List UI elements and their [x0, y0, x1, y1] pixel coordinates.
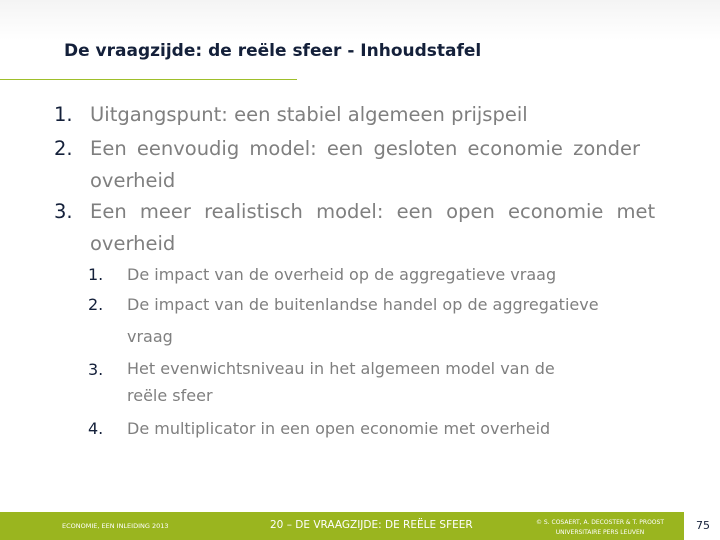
list-item-line: overheid: [90, 232, 176, 255]
sublist-item-number: 4.: [88, 419, 104, 438]
page-number: 75: [686, 512, 720, 540]
list-item-line: Uitgangspunt: een stabiel algemeen prijspeil: [90, 103, 528, 126]
list-item-line: overheid: [90, 169, 176, 192]
list-item-line-text: Een meer realistisch model: een open economie met: [90, 200, 656, 223]
sublist-item-line: De multiplicator in een open economie met overheid: [127, 419, 551, 438]
footer-course-title: ECONOMIE, EEN INLEIDING 2013: [62, 522, 169, 530]
list-item-line: [90, 133, 641, 165]
sublist-item: [88, 260, 668, 289]
footer-copyright-publisher: UNIVERSITAIRE PERS LEUVEN: [555, 529, 645, 536]
footer-copyright: [520, 518, 680, 538]
header-band: [0, 0, 720, 40]
sublist-item-number: 1.: [88, 265, 104, 284]
list-item-number: 3.: [54, 200, 73, 223]
list-item: [54, 133, 654, 197]
title-underline: [0, 79, 297, 80]
list-item: [54, 196, 654, 260]
sublist-item: [88, 414, 688, 443]
footer-chapter-title: 20 – DE VRAAGZIJDE: DE REËLE SFEER: [270, 519, 473, 531]
sublist-item-number: 3.: [88, 360, 104, 379]
list-item-line-text: Een eenvoudig model: een gesloten economie zonder: [90, 137, 641, 160]
list-item-line: [90, 196, 656, 228]
list-item: [54, 99, 654, 131]
sublist-item-line: Het evenwichtsniveau in het algemeen model van de: [127, 359, 555, 378]
sublist-item: [88, 355, 668, 411]
list-item-number: 2.: [54, 137, 73, 160]
sublist-item-line: reële sfeer: [127, 386, 213, 405]
footer-copyright-authors: © S. COSAERT, A. DECOSTER & T. PROOST: [535, 519, 664, 526]
sublist-item-line: De impact van de overheid op de aggregatieve vraag: [127, 265, 557, 284]
sublist-item: [88, 290, 668, 350]
sublist-item-line: De impact van de buitenlandse handel op de aggregatieve: [127, 295, 599, 314]
sublist-item-number: 2.: [88, 295, 104, 314]
list-item-number: 1.: [54, 103, 73, 126]
slide-title: De vraagzijde: de reële sfeer - Inhoudstafel: [64, 41, 482, 61]
sublist-item-line: vraag: [127, 327, 173, 346]
